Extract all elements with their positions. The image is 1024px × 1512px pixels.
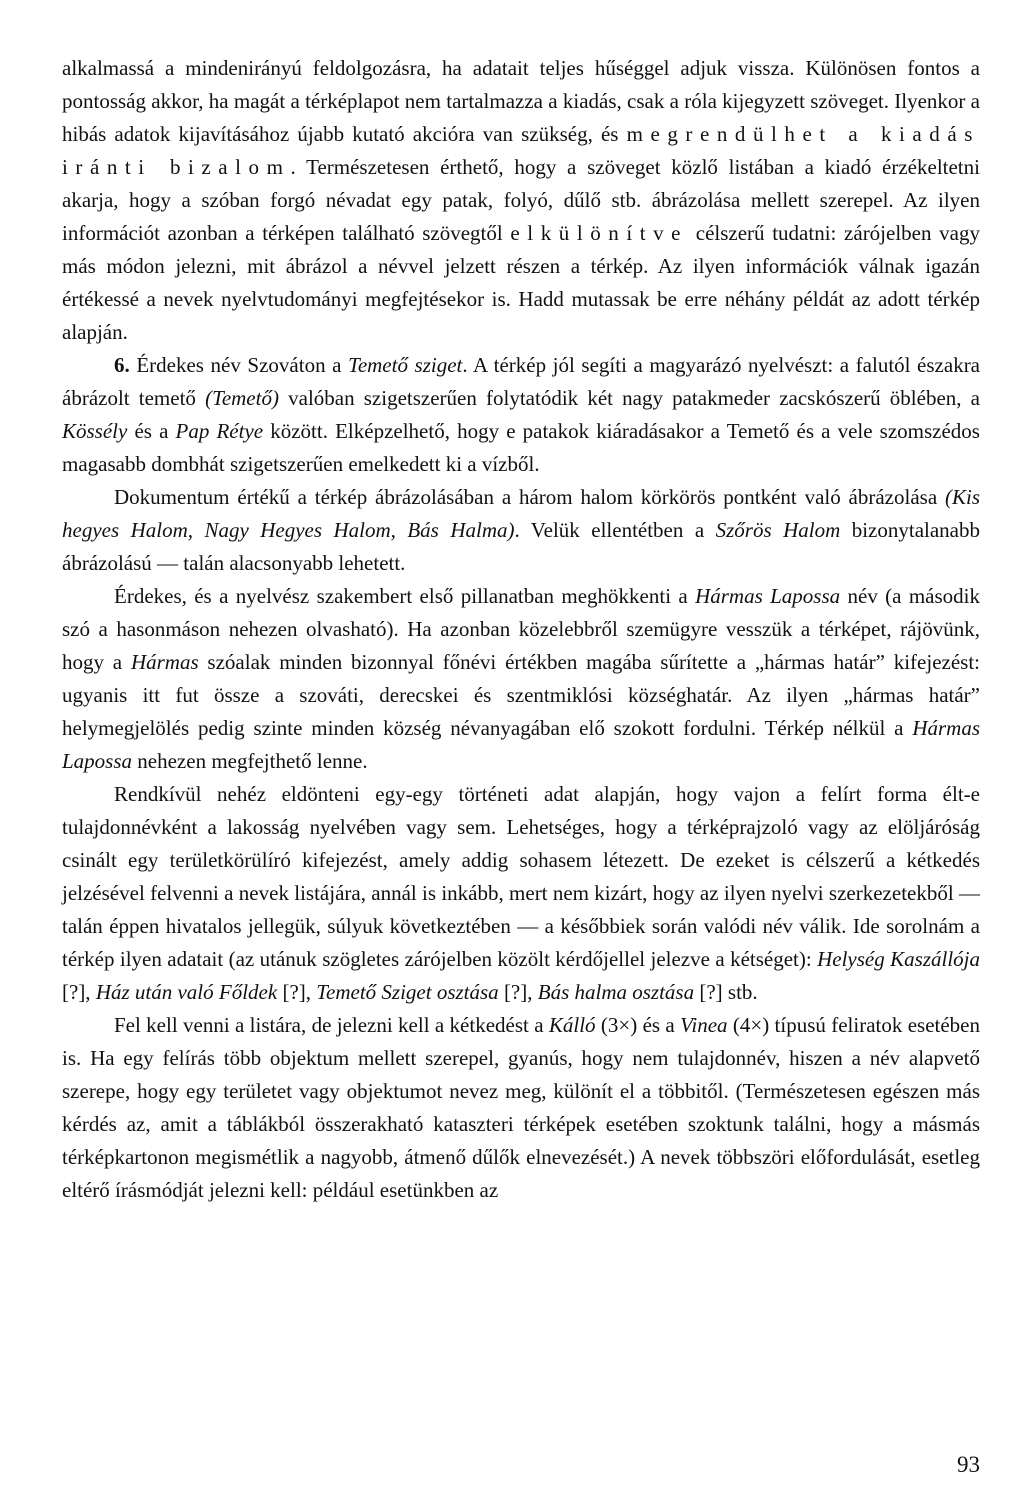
paragraph [62,778,980,1009]
text-run: . Velük ellentétben a [514,518,716,542]
paragraph [62,481,980,580]
text-run: Dokumentum értékű a térkép ábrázolásában a három halom körkörös pontként való ábrázolása [114,485,945,509]
paragraph [62,1009,980,1207]
italic-text: Ház után való Főldek [95,980,278,1004]
text-run: valóban szigetszerűen folytatódik két nagy patakmeder zacskószerű öblében, a [278,386,980,410]
italic-text: Hármas Lapossa [62,716,980,773]
italic-text: Hármas [130,650,199,674]
text-run: (3×) és a [595,1013,681,1037]
text-run: (4×) típusú feliratok esetében is. Ha egy felírás több objektum mellett szerepel, gyanús, hogy nem tulajdonnév, hiszen a név alapvető szerepe, hogy egy területet vagy objektumot nevez meg, különít el a többitől. (Természetesen egészen más kérdés az, amit a táblákból összerakható kataszteri térképek esetében szoktunk találni, hogy a másmás térképkartonon megismétlik a nagyobb, átmenő dűlők elnevezését.) A nevek többszöri előfordulását, esetleg eltérő írásmódját jelezni kell: például esetünkben az [62,1013,980,1202]
text-run: között. Elképzelhető, hogy e patakok kiáradásakor a Temető és a vele szomszédos magasabb dombhát szigetszerűen emelkedett ki a vízből. [62,419,980,476]
text-run: szóalak minden bizonnyal főnévi értékben magába sűrítette a „hármas határ” kifejezést: ugyanis itt fut össze a szováti, derecskei és szentmiklósi községhatár. Az ilyen „hármas határ” helymegjelölés pedig szinte minden község névanyagában elő szokott fordulni. Térkép nélkül a [62,650,980,740]
text-run: Érdekes név Szováton a [129,353,349,377]
italic-text: (Temető) [205,386,279,410]
paragraph [62,580,980,778]
italic-text: Vinea [680,1013,728,1037]
italic-text: Temető Sziget osztása [316,980,499,1004]
page-body [62,52,980,1207]
spaced-emphasis: elkülönítve [510,221,689,245]
text-run: . A térkép jól segíti a magyarázó nyelvészt: a falutól északra ábrázolt temető [62,353,981,410]
text-run: Rendkívül nehéz eldönteni egy-egy történeti adat alapján, hogy vajon a felírt forma élt-e tulajdonnévként a lakosság nyelvében vagy sem. Lehetséges, hogy a térképrajzoló vagy az elöljáróság csinált egy területkörülíró kifejezést, amely addig sohasem létezett. De ezeket is célszerű a kétkedés jelzésével felvenni a nevek listájára, annál is inkább, mert nem kizárt, hogy az ilyen nyelvi szerkezetekből — talán éppen hivatalos jellegük, súlyuk következtében — a későbbiek során valódi név válik. Ide sorolnám a térkép ilyen adatait (az utánuk szögletes zárójelben közölt kérdőjellel jelezve a kétséget): [62,782,980,971]
italic-text: Szőrös Halom [715,518,841,542]
section-number: 6. [114,353,130,377]
italic-text: Kálló [548,1013,596,1037]
paragraph [62,52,980,349]
text-run: nehezen megfejthető lenne. [132,749,368,773]
italic-text: (Kis hegyes Halom, Nagy Hegyes Halom, Bás Halma) [62,485,980,542]
text-run: [?] stb. [694,980,758,1004]
text-run: célszerű tudatni: zárójelben vagy más módon jelezni, mit ábrázol a névvel jelzett részen a térkép. Az ilyen információk válnak igazán értékessé a nevek nyelvtudományi megfejtésekor is. Hadd mutassak be erre néhány példát az adott térkép alapján. [62,221,980,344]
text-run: alkalmassá a mindenirányú feldolgozásra, ha adatait teljes hűséggel adjuk vissza. Különösen fontos a pontosság akkor, ha magát a térképlapot nem tartalmazza a kiadás, csak a róla kijegyzett szöveget. Ilyenkor a hibás adatok kijavításához újabb kutató akcióra van szükség, és [62,56,980,146]
italic-text: Helység Kaszállója [817,947,980,971]
page-number: 93 [957,1452,980,1477]
italic-text: Pap Rétye [175,419,264,443]
text-run: [?], [498,980,538,1004]
text-run: és a [127,419,176,443]
text-run: Fel kell venni a listára, de jelezni kell a kétkedést a [114,1013,549,1037]
italic-text: Temető sziget [348,353,463,377]
italic-text: Kössély [62,419,128,443]
text-run: [?], [277,980,317,1004]
text-run: bizonytalanabb ábrázolású — talán alacsonyabb lehetett. [62,518,980,575]
spaced-emphasis: megrendülhet a kiadás iránti bizalom [62,122,980,179]
text-run: [?], [62,980,96,1004]
text-run: Érdekes, és a nyelvész szakembert első pillanatban meghökkenti a [114,584,696,608]
paragraph [62,349,980,481]
italic-text: Hármas Lapossa [695,584,841,608]
text-run: név (a második szó a hasonmáson nehezen olvasható). Ha azonban közelebbről szemügyre vesszük a térképet, rájövünk, hogy a [62,584,981,674]
text-run: . Természetesen érthető, hogy a szöveget közlő listában a kiadó érzékeltetni akarja, hogy a szóban forgó névadat egy patak, folyó, dűlő stb. ábrázolása mellett szerepel. Az ilyen információt azonban a térképen található szövegtől [62,155,980,245]
italic-text: Bás halma osztása [537,980,695,1004]
